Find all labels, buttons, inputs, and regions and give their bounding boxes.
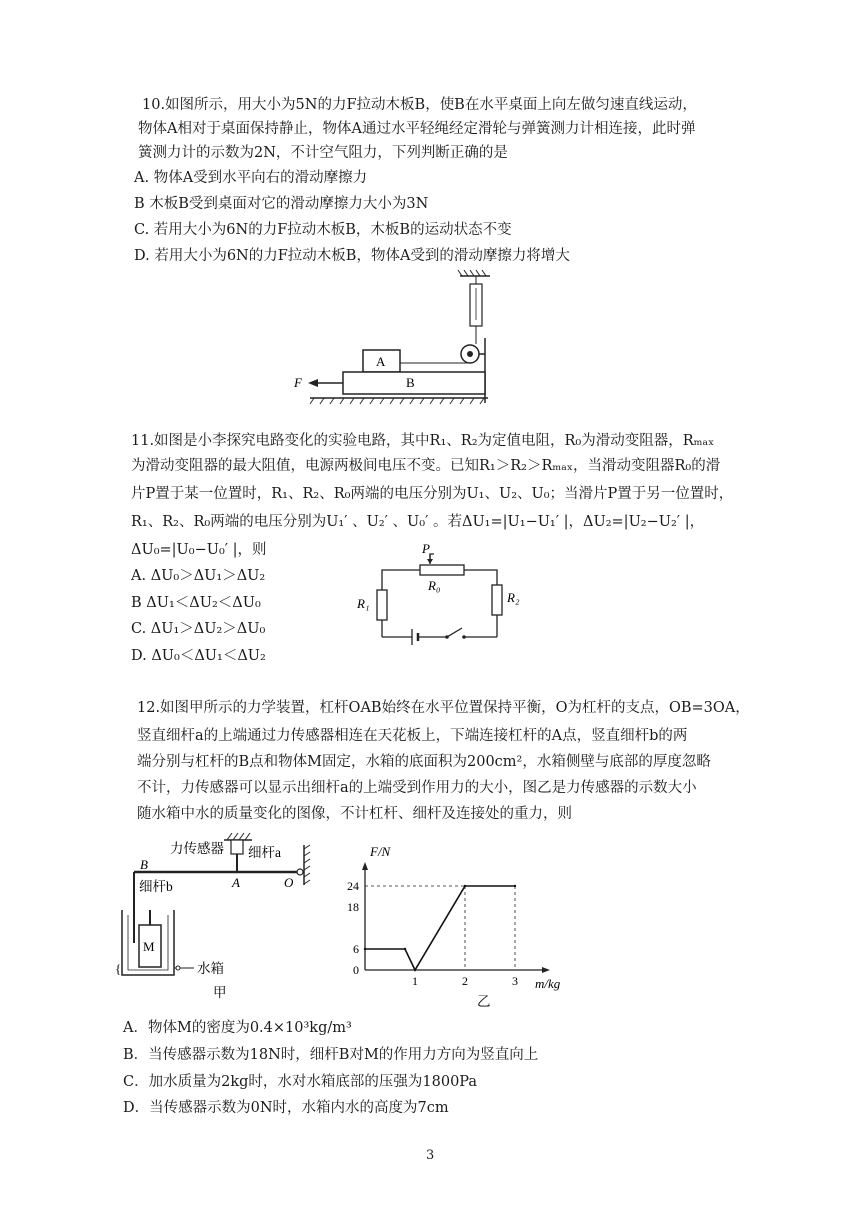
q11-line-5: ΔU₀=|U₀−U₀′ |，则 [131,542,267,558]
svg-text:B: B [140,857,148,872]
pivot-o [297,869,303,875]
q12-figure-jia [112,825,317,1010]
y-tick-label-0: 0 [353,963,359,977]
svg-text:F: F [294,375,302,390]
q10-option-a: A. 物体A受到水平向右的滑动摩擦力 [134,170,368,186]
q10-line-2: 物体A相对于桌面保持静止，物体A通过水平轻绳经定滑轮与弹簧测力计相连接，此时弹 [138,121,696,137]
svg-text:M: M [143,939,155,954]
q11-line-2: 为滑动变阻器的最大阻值，电源两极间电压不变。已知R₁＞R₂＞Rₘₐₓ，当滑动变阻器R₀的滑 [131,458,721,474]
q11-line-4: R₁、R₂、R₀两端的电压分别为U₁′ 、U₂′ 、U₀′ 。若ΔU₁=|U₁−U₁′ |，ΔU₂=|U₂−U₂′ |， [131,514,705,530]
q11-option-d: D. ΔU₀＜ΔU₁＜ΔU₂ [131,648,266,664]
data-point-3 [464,885,466,887]
data-point-0 [364,948,366,950]
svg-text:R₁: R₁ [357,596,370,611]
svg-text:R₀: R₀ [428,578,441,593]
q12-line-4: 不计，力传感器可以显示出细杆a的上端受到作用力的大小，图乙是力传感器的示数大小 [137,780,697,796]
svg-text:水箱: 水箱 [197,961,224,976]
q11-option-b: B ΔU₁＜ΔU₂＜ΔU₀ [131,595,261,611]
svg-text:{: { [115,961,122,976]
q10-figure [290,268,500,416]
svg-text:B: B [406,375,415,390]
chart-caption: 乙 [477,994,491,1009]
q12-force-mass-chart [330,838,575,1010]
r1-resistor [377,590,387,620]
data-point-4 [514,885,516,887]
x-tick-label-2: 3 [512,974,518,988]
series-line [365,886,515,970]
q10-option-d: D. 若用大小为6N的力F拉动木板B，物体A受到的滑动摩擦力将增大 [134,248,570,264]
svg-text:P: P [422,541,430,556]
q12-line-3: 端分别与杠杆的B点和物体M固定，水箱的底面积为200cm²，水箱侧壁与底部的厚度忽略 [137,754,711,770]
y-axis-label: F/N [370,844,391,859]
q11-option-a: A. ΔU₀＞ΔU₁＞ΔU₂ [131,568,266,584]
y-tick-label-2: 18 [347,900,359,914]
force-sensor [231,840,243,854]
x-axis-arrow [542,967,550,973]
q11-option-c: C. ΔU₁＞ΔU₂＞ΔU₀ [131,621,266,637]
q12-line-1: 12.如图甲所示的力学装置，杠杆OAB始终在水平位置保持平衡，O为杠杆的支点，OB=3OA， [137,700,750,716]
q12-option-a: A．物体M的密度为0.4×10³kg/m³ [123,1020,352,1036]
q12-option-b: B．当传感器示数为18N时，细杆B对M的作用力方向为竖直向上 [123,1047,539,1063]
svg-text:A: A [232,875,240,890]
force-arrow [308,379,318,387]
switch [445,635,449,639]
q10-option-b: B 木板B受到桌面对它的滑动摩擦力大小为3N [134,196,429,212]
y-tick-label-1: 6 [353,942,359,956]
svg-text:甲: 甲 [213,985,227,1000]
q12-line-2: 竖直细杆a的上端通过力传感器相连在天花板上，下端连接杠杆的A点，竖直细杆b的两 [137,728,688,744]
x-axis-label: m/kg [535,976,561,991]
svg-text:细杆b: 细杆b [139,879,173,894]
q11-line-3: 片P置于某一位置时，R₁、R₂、R₀两端的电压分别为U₁、U₂、U₀；当滑片P置于另一位置时， [131,486,734,502]
svg-text:细杆a: 细杆a [248,845,281,860]
q10-line-3: 簧测力计的示数为2N，不计空气阻力，下列判断正确的是 [138,145,508,161]
svg-text:A: A [376,354,386,369]
q12-option-d: D．当传感器示数为0N时，水箱内水的高度为7cm [123,1100,449,1116]
y-axis-arrow [362,862,368,870]
x-tick-label-1: 2 [462,974,468,988]
r2-resistor [492,585,502,615]
q10-line-1: 10.如图所示，用大小为5N的力F拉动木板B，使B在水平桌面上向左做匀速直线运动， [142,97,697,113]
svg-text:力传感器: 力传感器 [170,841,224,856]
page-number: 3 [426,1148,435,1163]
data-point-1 [404,948,406,950]
svg-text:O: O [284,875,294,890]
q11-line-1: 11.如图是小李探究电路变化的实验电路，其中R₁、R₂为定值电阻，R₀为滑动变阻器，Rₘₐₓ [131,433,715,449]
data-point-2 [414,969,416,971]
y-tick-label-3: 24 [347,879,359,893]
q10-option-c: C. 若用大小为6N的力F拉动木板B，木板B的运动状态不变 [134,222,512,238]
x-tick-label-0: 1 [412,974,418,988]
q12-option-c: C．加水质量为2kg时，水对水箱底部的压强为1800Pa [123,1074,478,1090]
q12-line-5: 随水箱中水的质量变化的图像，不计杠杆、细杆及连接处的重力，则 [137,806,572,822]
svg-text:R₂: R₂ [507,590,520,605]
q11-circuit [352,540,532,655]
r0-rheostat [420,565,464,575]
